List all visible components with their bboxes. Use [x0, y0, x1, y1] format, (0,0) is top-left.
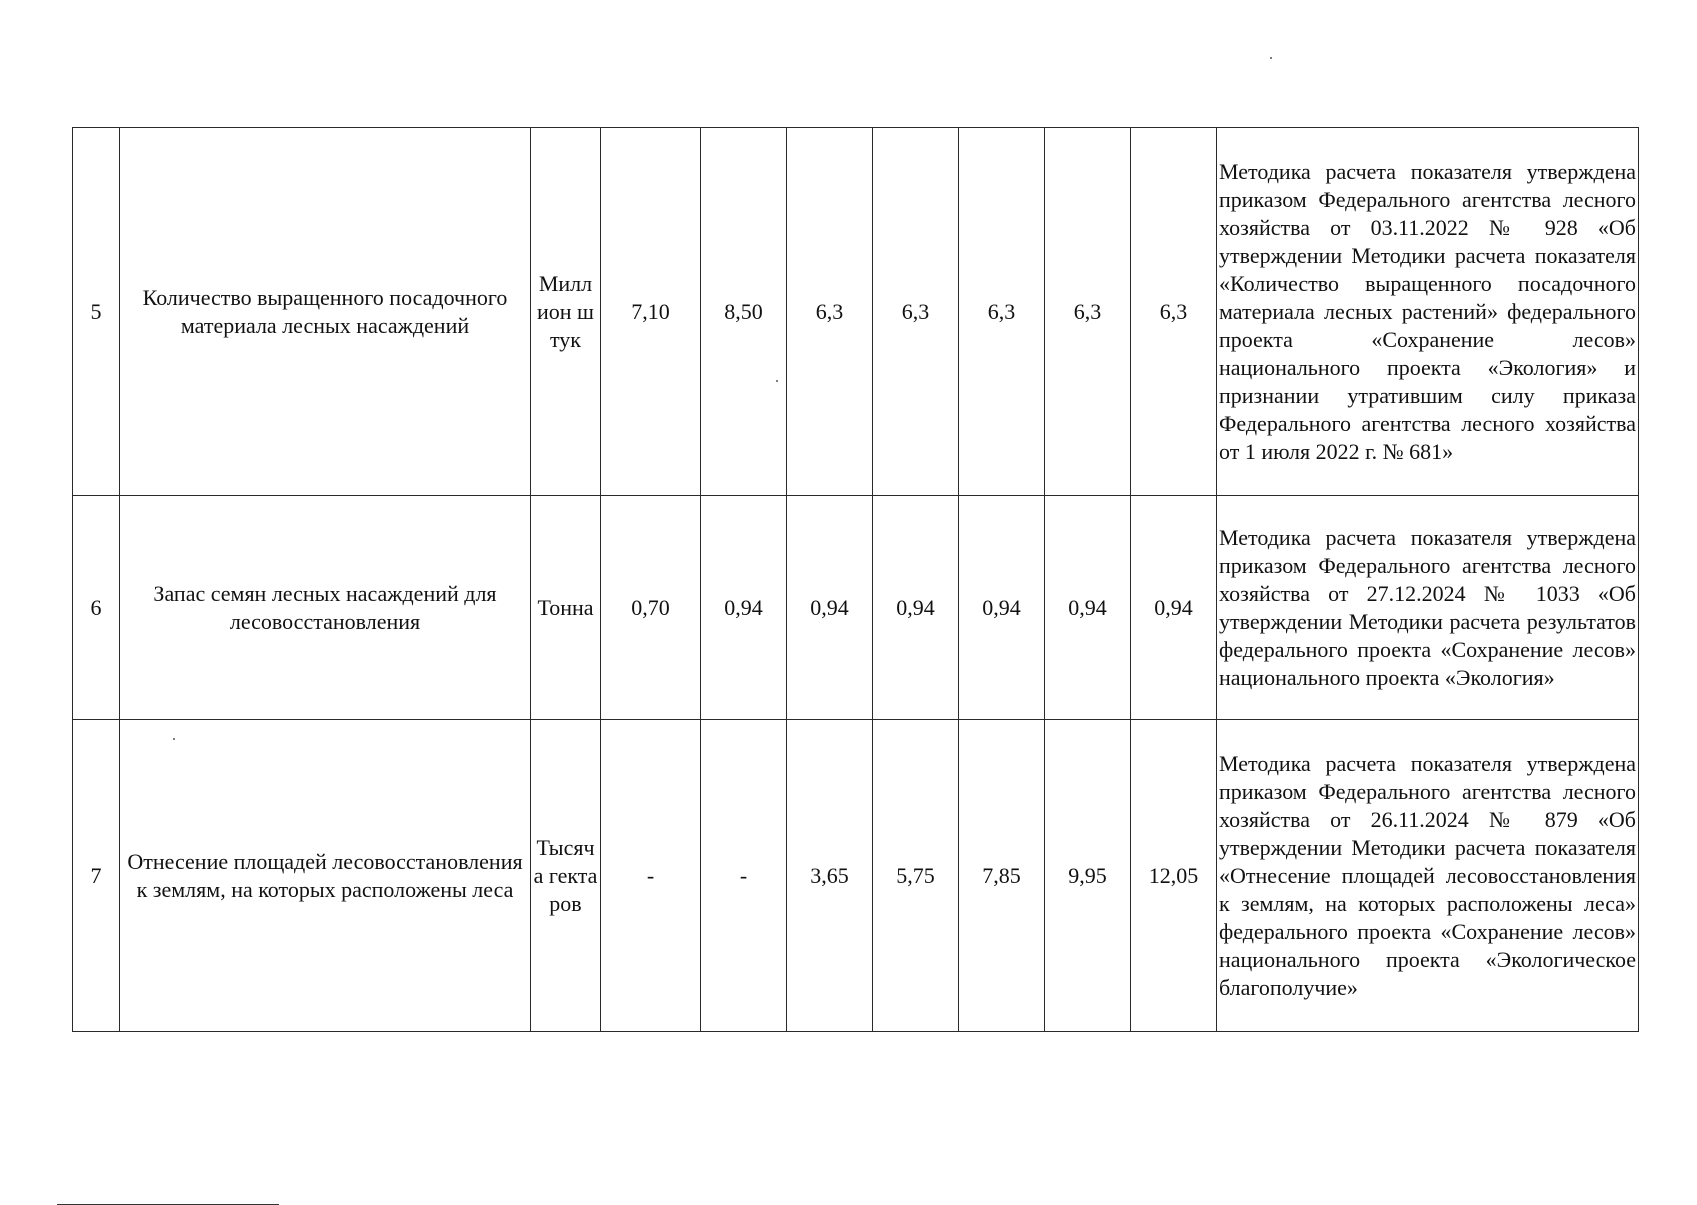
- indicator-name: Количество выращенного посадочного материала лесных насаждений: [120, 128, 531, 496]
- value-cell: 6,3: [873, 128, 959, 496]
- value-cell: 7,85: [959, 720, 1045, 1032]
- value-cell: 0,94: [959, 496, 1045, 720]
- value-cell: -: [701, 720, 787, 1032]
- methodology-text: Методика расчета показателя утверждена приказом Федерального агентства лесного хозяйства от 03.11.2022 № 928 «Об утверждении Методики расчета показателя «Количество выращенного посадочного материала лесных растений» федерального проекта «Сохранение лесов» национального проекта «Экология» и признании утратившим силу приказа Федерального агентства лесного хозяйства от 1 июля 2022 г. № 681»: [1219, 158, 1636, 464]
- methodology-cell: [1217, 496, 1639, 720]
- scan-speck: [173, 738, 175, 740]
- value-cell: 0,94: [1045, 496, 1131, 720]
- table-row: [73, 128, 1639, 496]
- value-cell: 3,65: [787, 720, 873, 1032]
- value-cell: 6,3: [1045, 128, 1131, 496]
- methodology-text: Методика расчета показателя утверждена приказом Федерального агентства лесного хозяйства от 27.12.2024 № 1033 «Об утверждении Методики расчета результатов федерального проекта «Сохранение лесов» национального проекта «Экология»: [1219, 524, 1636, 690]
- scan-speck: [1270, 57, 1272, 59]
- row-number: 7: [73, 720, 120, 1032]
- value-cell: 9,95: [1045, 720, 1131, 1032]
- value-cell: 7,10: [601, 128, 701, 496]
- value-cell: 8,50: [701, 128, 787, 496]
- unit-of-measure: Тонна: [531, 496, 601, 720]
- indicator-name: Запас семян лесных насаждений для лесовосстановления: [120, 496, 531, 720]
- value-cell: -: [601, 720, 701, 1032]
- value-cell: 6,3: [1131, 128, 1217, 496]
- value-cell: 0,94: [1131, 496, 1217, 720]
- indicator-name: Отнесение площадей лесовосстановления к землям, на которых расположены леса: [120, 720, 531, 1032]
- value-cell: 0,94: [787, 496, 873, 720]
- value-cell: 0,94: [873, 496, 959, 720]
- table-row: [73, 720, 1639, 1032]
- value-cell: 0,70: [601, 496, 701, 720]
- scan-speck: [776, 380, 778, 382]
- methodology-text: Методика расчета показателя утверждена приказом Федерального агентства лесного хозяйства от 26.11.2024 № 879 «Об утверждении Методики расчета показателя «Отнесение площадей лесовосстановления к землям, на которых расположены леса» федерального проекта «Сохранение лесов» национального проекта «Экологическое благополучие»: [1219, 750, 1636, 1000]
- unit-of-measure: Милл ион штук: [531, 128, 601, 496]
- value-cell: 6,3: [959, 128, 1045, 496]
- value-cell: 12,05: [1131, 720, 1217, 1032]
- unit-of-measure: Тысяча гектаров: [531, 720, 601, 1032]
- indicator-table-page: [72, 127, 1638, 1032]
- methodology-cell: [1217, 128, 1639, 496]
- methodology-cell: [1217, 720, 1639, 1032]
- row-number: 5: [73, 128, 120, 496]
- row-number: 6: [73, 496, 120, 720]
- indicator-table: [72, 127, 1639, 1032]
- value-cell: 5,75: [873, 720, 959, 1032]
- value-cell: 6,3: [787, 128, 873, 496]
- value-cell: 0,94: [701, 496, 787, 720]
- table-row: [73, 496, 1639, 720]
